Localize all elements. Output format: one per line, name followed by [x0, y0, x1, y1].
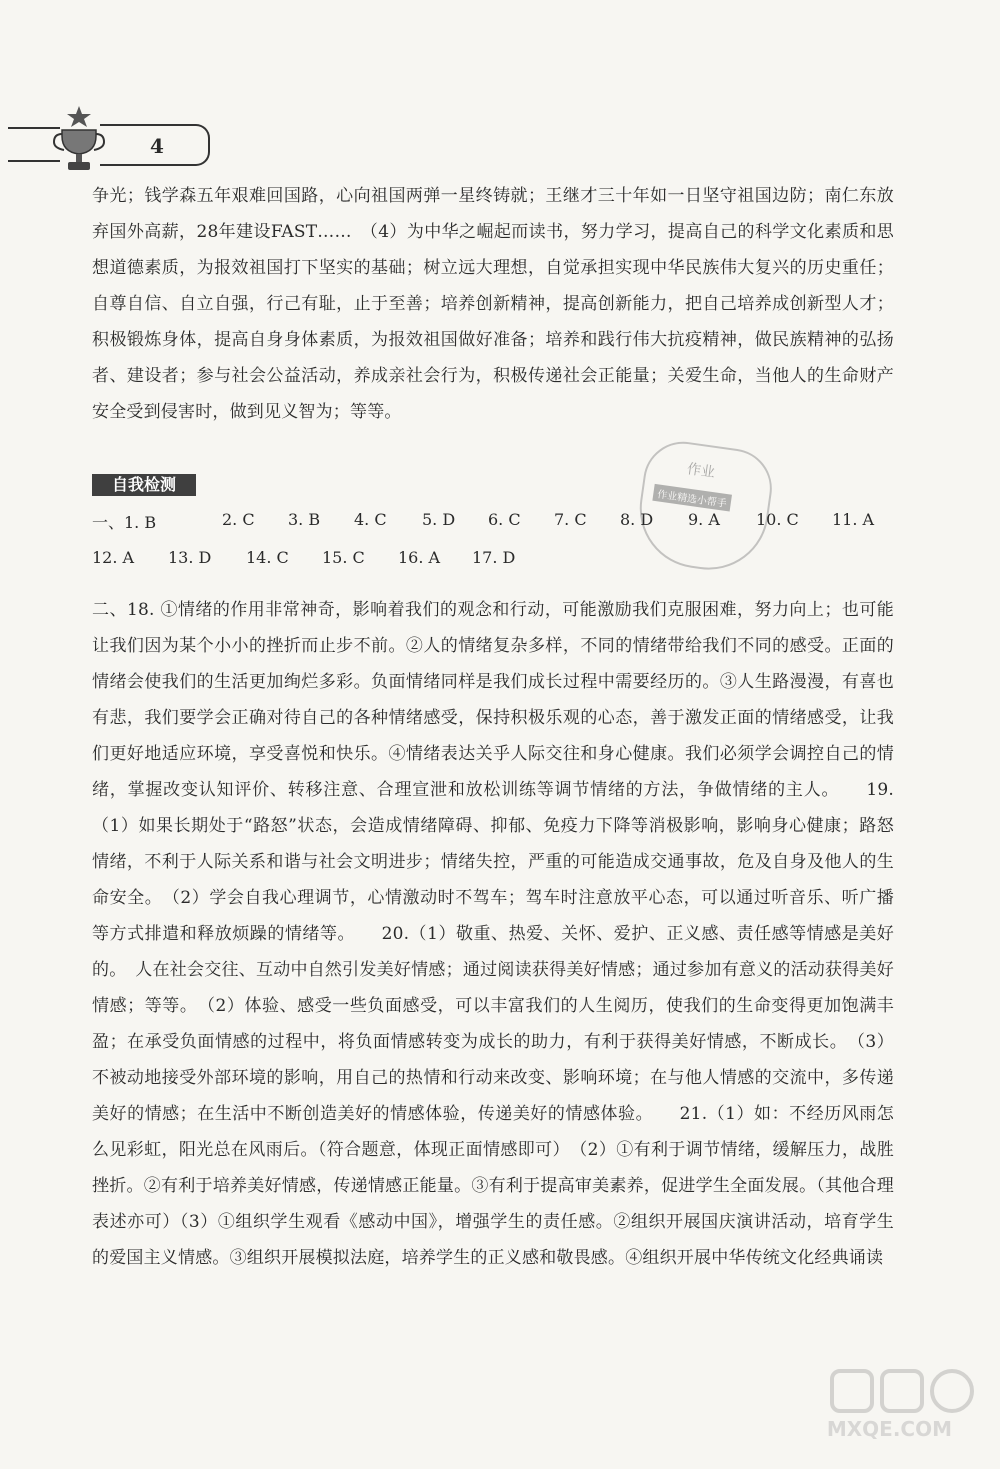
trophy-icon	[48, 104, 110, 174]
answer-item: 16. A	[398, 548, 441, 567]
section-title: 自我检测	[92, 474, 196, 496]
question-paragraph: 二、18. ①情绪的作用非常神奇，影响着我们的观念和行动，可能激励我们克服困难，努力向上；也可能让我们因为某个小小的挫折而止步不前。②人的情绪复杂多样，不同的情绪带给我们不同的感受。正面的情绪会使我们的生活更加绚烂多彩。负面情绪同样是我们成长过程中需要经历的。③人生路漫漫，有喜也有悲，我们要学会正确对待自己的各种情绪感受，保持积极乐观的心态，善于激发正面的情绪感受，让我们更好地适应环境，享受喜悦和快乐。④情绪表达关乎人际交往和身心健康。我们必须学会调控自己的情绪，掌握改变认知评价、转移注意、合理宣泄和放松训练等调节情绪的方法，争做情绪的主人。 19.（1）如果长期处于“路怒”状态，会造成情绪障碍、抑郁、免疫力下降等消极影响，影响身心健康；路怒情绪，不利于人际关系和谐与社会文明进步；情绪失控，严重的可能造成交通事故，危及自身及他人的生命安全。 （2）学会自我心理调节，心情激动时不驾车；驾车时注意放平心态，可以通过听音乐、听广播等方式排遣和释放烦躁的情绪等。 20.（1）敬重、热爱、关怀、爱护、正义感、责任感等情感是美好的。 人在社会交往、互动中自然引发美好情感；通过阅读获得美好情感；通过参加有意义的活动获得美好情感；等等。 （2）体验、感受一些负面感受，可以丰富我们的人生阅历，使我们的生命变得更加饱满丰盈；在承受负面情感的过程中，将负面情感转变为成长的助力，有利于获得美好情感，不断成长。 （3）不被动地接受外部环境的影响，用自己的热情和行动来改变、影响环境；在与他人情感的交流中，多传递美好的情感；在生活中不断创造美好的情感体验，传递美好的情感体验。 21.（1）如：不经历风雨怎么见彩虹，阳光总在风雨后。（符合题意，体现正面情感即可） （2）①有利于调节情绪，缓解压力，战胜挫折。②有利于培养美好情感，传递情感正能量。③有利于提高审美素养，促进学生全面发展。（其他合理表述亦可）（3）①组织学生观看《感动中国》，增强学生的责任感。②组织开展国庆演讲活动，培育学生的爱国主义情感。③组织开展模拟法庭，培养学生的正义感和敬畏感。④组织开展中华传统文化经典诵读	[92, 600, 894, 1268]
stamp-title: 作业	[685, 461, 716, 482]
answer-item: 8. D	[620, 510, 654, 529]
intro-paragraph: 争光；钱学森五年艰难回国路，心向祖国两弹一星终铸就；王继才三十年如一日坚守祖国边防；南仁东放弃国外高薪，28年建设FAST…… （4）为中华之崛起而读书，努力学习，提高自己的科学文化素质和思想道德素质，为报效祖国打下坚实的基础；树立远大理想，自觉承担实现中华民族伟大复兴的历史重任；自尊自信、自立自强，行己有耻，止于至善；培养创新精神，提高创新能力，把自己培养成创新型人才；积极锻炼身体，提高自身身体素质，为报效祖国做好准备；培养和践行伟大抗疫精神，做民族精神的弘扬者、建设者；参与社会公益活动，养成亲社会行为，积极传递社会正能量；关爱生命，当他人的生命财产安全受到侵害时，做到见义智为；等等。	[92, 186, 894, 422]
watermark-emblem-icon	[822, 1363, 982, 1423]
answer-item: 13. D	[168, 548, 212, 567]
answer-item: 3. B	[288, 510, 321, 529]
answer-row-1	[92, 510, 894, 548]
page-number: 4	[150, 134, 164, 158]
stamp-subtitle: 作业精选小帮手	[652, 484, 732, 512]
answer-item: 2. C	[222, 510, 255, 529]
watermark-logo	[822, 1363, 982, 1453]
answer-item: 4. C	[354, 510, 387, 529]
answer-item: 5. D	[422, 510, 456, 529]
answer-item: 11. A	[832, 510, 875, 529]
watermark-text: MXQE.COM	[826, 1417, 952, 1441]
answer-item: 一、1. B	[92, 513, 157, 532]
answer-item: 14. C	[246, 548, 289, 567]
answer-item: 6. C	[488, 510, 521, 529]
answer-item: 12. A	[92, 548, 135, 567]
answer-item: 7. C	[554, 510, 587, 529]
answer-row-2	[92, 548, 894, 586]
answer-item: 15. C	[322, 548, 365, 567]
answer-item: 17. D	[472, 548, 516, 567]
answer-key	[92, 510, 894, 586]
answer-item: 9. A	[688, 510, 720, 529]
answer-item: 10. C	[756, 510, 799, 529]
